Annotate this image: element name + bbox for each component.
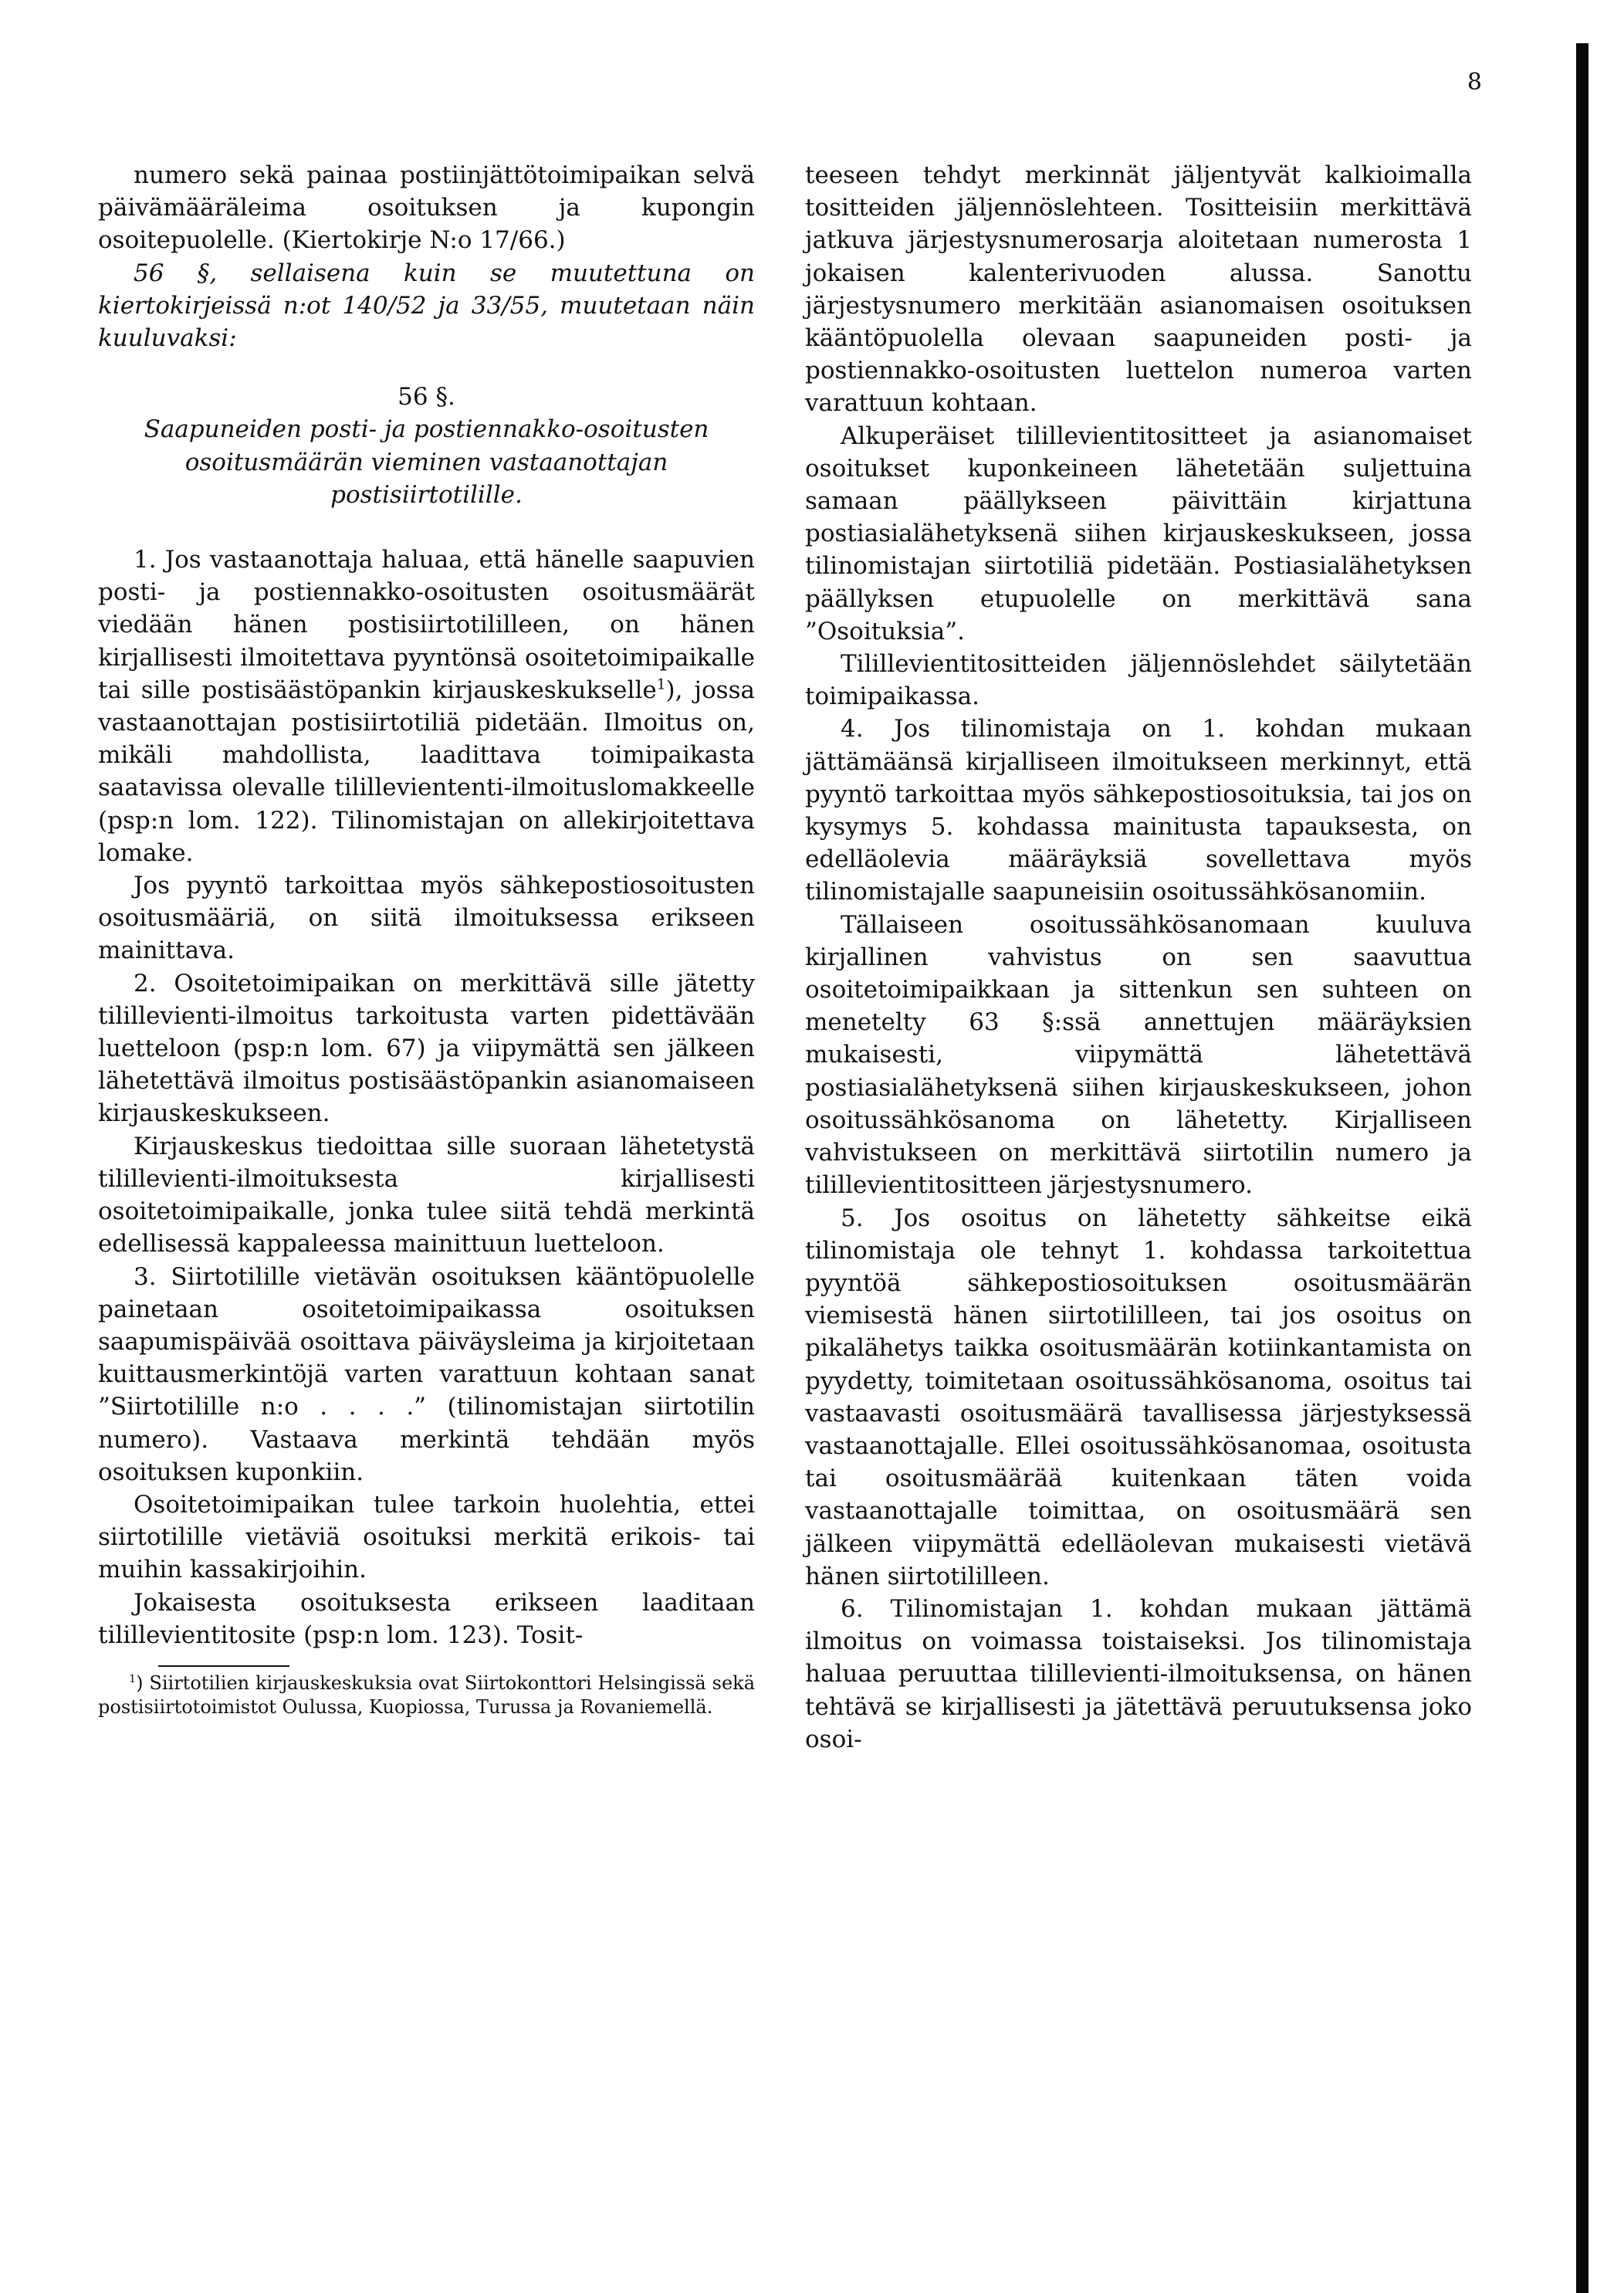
paragraph-1-text-cont: ), jossa vastaanottajan postisiirtotiliä pidetään. Ilmoitus on, mikäli mahdollista, laadittava toimipaikasta saatavissa olevalle tililleviententi-ilmoituslomakkeelle (psp:n lom. 122). Tilinomistajan on allekirjoitettava lomake. — [98, 676, 755, 867]
right-column — [805, 159, 1472, 1756]
paragraph-copies: Tilillevientitositteiden jäljennöslehdet säilytetään toimipaikassa. — [805, 650, 1472, 711]
footnote-text: ) Siirtotilien kirjauskeskuksia ovat Siirtokonttori Helsingissä sekä postisiirtotoimistot Oulussa, Kuopiossa, Turussa ja Rovaniemellä. — [98, 1671, 755, 1719]
paragraph-3: 3. Siirtotilille vietävän osoituksen kääntöpuolelle painetaan osoitetoimipaikassa osoituksen saapumispäivää osoittava päiväysleima ja kirjoitetaan kuittausmerkintöjä varten varattuun kohtaan sanat ”Siirtotilille n:o . . . .” (tilinomistajan siirtotilin numero). Vastaava merkintä tehdään myös osoituksen kuponkiin. — [98, 1262, 755, 1486]
paragraph-originals: Alkuperäiset tilillevientitositteet ja asianomaiset osoitukset kuponkeineen lähetetään suljettuina samaan päällykseen päivittäin kirjattuna postiasialähetyksenä siihen kirjauskeskukseen, jossa tilinomistajan siirtotiliä pidetään. Postiasialähetyksen päällyksen etupuolelle on merkittävä sana ”Osoituksia”. — [805, 422, 1472, 645]
footnote-reference: 1 — [656, 676, 666, 693]
section-title: Saapuneiden posti- ja postiennakko-osoitusten osoitusmäärän vieminen vastaanottajan postisiirtotilille. — [144, 415, 709, 509]
paragraph-1 — [98, 544, 755, 869]
paragraph-1-text: 1. Jos vastaanottaja haluaa, että hänelle saapuvien posti- ja postiennakko-osoitusten osoitusmäärät viedään hänen postisiirtotililleen, on hänen kirjallisesti ilmoitettava pyyntönsä osoitetoimipaikalle tai sille postisäästöpankin kirjauskeskukselle — [98, 546, 755, 704]
paragraph-2b: Kirjauskeskus tiedoittaa sille suoraan lähetetystä tilillevienti-ilmoituksesta kirjallisesti osoitetoimipaikalle, jonka tulee siitä tehdä merkintä edellisessä kappaleessa mainittuun luetteloon. — [98, 1132, 755, 1258]
paragraph-2: 2. Osoitetoimipaikan on merkittävä sille jätetty tilillevienti-ilmoitus tarkoitusta varten pidettävään luetteloon (psp:n lom. 67) ja viipymättä sen jälkeen lähetettävä ilmoitus postisäästöpankin asianomaiseen kirjauskeskukseen. — [98, 969, 755, 1128]
paragraph-6: 6. Tilinomistajan 1. kohdan mukaan jättämä ilmoitus on voimassa toistaiseksi. Jos tilinomistaja haluaa peruuttaa tilillevienti-ilmoituksensa, on hänen tehtävä se kirjallisesti ja jätettävä peruutuksensa joko osoi- — [805, 1594, 1472, 1753]
footnote-divider — [158, 1665, 289, 1667]
paragraph-5: 5. Jos osoitus on lähetetty sähkeitse eikä tilinomistaja ole tehnyt 1. kohdassa tarkoitettua pyyntöä sähkepostiosoituksen osoitusmäärän viemisestä hänen siirtotililleen, tai jos osoitus on pikalähetys taikka osoitusmäärän kotiinkantamista on pyydetty, toimitetaan osoitussähkösanoma, osoitus tai vastaavasti osoitusmäärä tavallisessa järjestyksessä vastaanottajalle. Ellei osoitussähkösanomaa, osoitusta tai osoitusmäärää kuitenkaan täten voida vastaanottajalle toimittaa, on osoitusmäärä sen jälkeen viipymättä edelläolevan mukaisesti vietävä hänen siirtotililleen. — [805, 1204, 1472, 1590]
footnote-marker: 1 — [129, 1672, 137, 1685]
scan-edge-bar — [1576, 43, 1588, 2293]
left-column — [98, 159, 755, 1720]
intro-paragraph: numero sekä painaa postiinjättötoimipaikan selvä päivämääräleima osoituksen ja kupongin osoitepuolelle. (Kiertokirje N:o 17/66.) — [98, 161, 755, 255]
footnote — [98, 1671, 755, 1720]
paragraph-3c: Jokaisesta osoituksesta erikseen laaditaan tilillevientitosite (psp:n lom. 123). Tosit- — [98, 1588, 755, 1649]
amendment-paragraph: 56 §, sellaisena kuin se muutettuna on kiertokirjeissä n:ot 140/52 ja 33/55, muutetaan näin kuuluvaksi: — [98, 259, 755, 353]
page-number: 8 — [1467, 69, 1482, 96]
paragraph-4: 4. Jos tilinomistaja on 1. kohdan mukaan jättämäänsä kirjalliseen ilmoitukseen merkinnyt, että pyyntö tarkoittaa myös sähkepostiosoituksia, tai jos on kysymys 5. kohdassa mainitusta tapauksesta, on edelläolevia määräyksiä sovellettava myös tilinomistajalle saapuneisiin osoitussähkösanomiin. — [805, 715, 1472, 906]
paragraph-3b: Osoitetoimipaikan tulee tarkoin huolehtia, ettei siirtotilille vietäviä osoituksi merkitä erikois- tai muihin kassakirjoihin. — [98, 1490, 755, 1584]
paragraph-1b: Jos pyyntö tarkoittaa myös sähkepostiosoitusten osoitusmääriä, on siitä ilmoituksessa erikseen mainittava. — [98, 872, 755, 965]
paragraph-4b: Tällaiseen osoitussähkösanomaan kuuluva kirjallinen vahvistus on sen saavuttua osoitetoimipaikkaan ja sittenkun sen suhteen on menetelty 63 §:ssä annettujen määräyksien mukaisesti, viipymättä lähetettävä postiasialähetyksenä siihen kirjauskeskukseen, johon osoitussähkösanoma on lähetetty. Kirjalliseen vahvistukseen on merkittävä siirtotilin numero ja tilillevientitositteen järjestysnumero. — [805, 910, 1472, 1200]
paragraph-continued: teeseen tehdyt merkinnät jäljentyvät kalkioimalla tositteiden jäljennöslehteen. Tositteisiin merkittävä jatkuva järjestysnumerosarja aloitetaan numerosta 1 jokaisen kalenterivuoden alussa. Sanottu järjestysnumero merkitään asianomaisen osoituksen kääntöpuolella olevaan saapuneiden posti- ja postiennakko-osoitusten luettelon numeroa varten varattuun kohtaan. — [805, 161, 1472, 418]
section-number: 56 §. — [398, 383, 455, 412]
